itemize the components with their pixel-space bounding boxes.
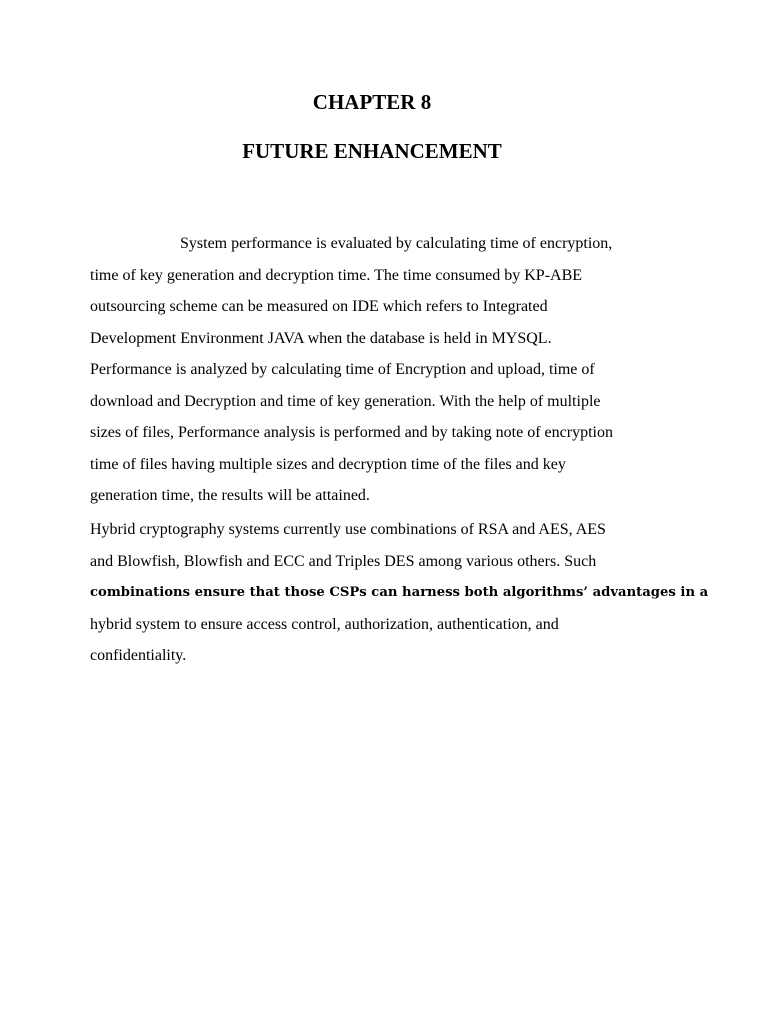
paragraph-line: time of key generation and decryption time. The time consumed by KP-ABE bbox=[90, 266, 583, 284]
paragraph-line: Performance is analyzed by calculating time of Encryption and upload, time of bbox=[90, 361, 595, 378]
chapter-number: CHAPTER 8 bbox=[312, 90, 432, 114]
paragraph-line: outsourcing scheme can be measured on IDE which refers to Integrated bbox=[90, 298, 548, 315]
paragraph-line: download and Decryption and time of key generation. With the help of multiple bbox=[90, 392, 601, 410]
paragraph-line: sizes of files, Performance analysis is performed and by taking note of encryption bbox=[90, 424, 613, 441]
paragraph-line: System performance is evaluated by calculating time of encryption, bbox=[180, 235, 613, 252]
paragraph-hybrid-cryptography bbox=[90, 514, 709, 672]
paragraph-line: confidentiality. bbox=[90, 647, 187, 664]
paragraph-system-performance bbox=[90, 228, 680, 512]
paragraph-line: generation time, the results will be attained. bbox=[90, 487, 370, 504]
paragraph-line: hybrid system to ensure access control, authorization, authentication, and bbox=[90, 615, 559, 633]
paragraph-line: Development Environment JAVA when the database is held in MYSQL. bbox=[90, 329, 552, 347]
paragraph-line: and Blowfish, Blowfish and ECC and Triples DES among various others. Such bbox=[90, 552, 597, 570]
chapter-title: FUTURE ENHANCEMENT bbox=[242, 139, 502, 163]
paragraph-line-bold: combinations ensure that those CSPs can harness both algorithms’ advantages in a bbox=[90, 585, 709, 600]
paragraph-line: time of files having multiple sizes and decryption time of the files and key bbox=[90, 455, 566, 473]
paragraph-line: Hybrid cryptography systems currently use combinations of RSA and AES, AES bbox=[90, 521, 606, 538]
